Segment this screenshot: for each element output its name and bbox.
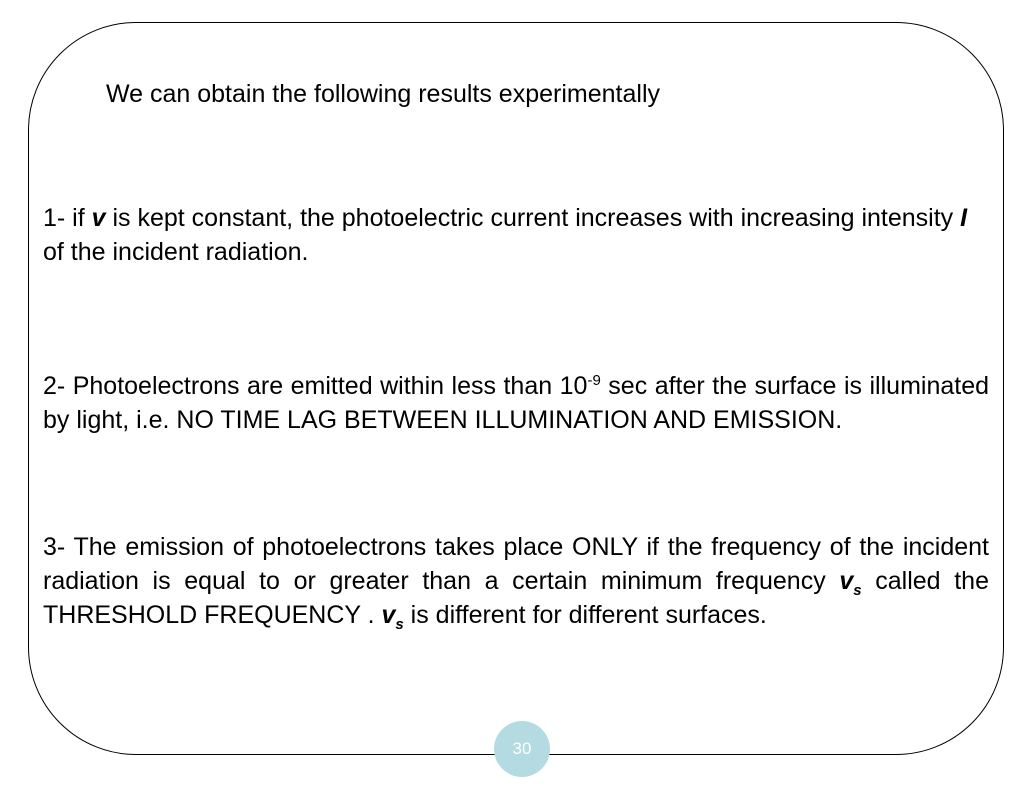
point-2-text-a: 2- Photoelectrons are emitted within less than 10 [43,372,588,400]
point-1-text-a: is kept constant, the photoelectric current increases with increasing intensity [105,204,961,232]
exponent: -9 [587,372,601,389]
point-3-text-b: called the THRESHOLD FREQUENCY . [43,567,989,629]
intensity-symbol: I [960,204,968,232]
result-point-3 [43,530,989,632]
threshold-frequency-symbol-2: $v_s$ [381,601,404,633]
result-point-1 [43,201,989,269]
page-number: 30 [494,721,550,777]
point-1-prefix: 1- if [43,204,92,232]
result-point-2 [43,369,989,437]
point-2-text-b: sec after the surface is illuminated by light, i.e. NO TIME LAG BETWEEN ILLUMINATION AND EMISSION. [43,372,990,434]
frequency-symbol: v [91,204,106,232]
point-1-text-b: of the incident radiation. [43,238,309,266]
threshold-frequency-symbol: $v_s$ [839,567,862,599]
slide-intro: We can obtain the following results experimentally [106,80,660,108]
point-3-text-c: is different for different surfaces. [403,601,767,629]
point-3-text-a: 3- The emission of photoelectrons takes place ONLY if the frequency of the incident radiation is equal to or greater than a certain minimum frequency [43,533,989,595]
